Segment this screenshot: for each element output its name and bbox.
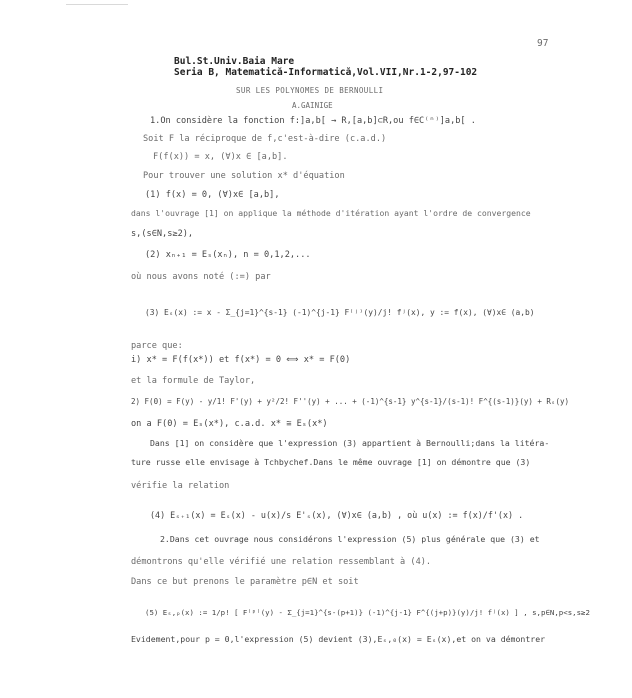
body-line-3: F(f(x)) = x, (∀)x ∈ [a,b]. [153, 152, 288, 162]
body-line-13: vérifie la relation [131, 481, 230, 491]
body-line-10: on a F(0) = Eₛ(x*), c.a.d. x* ≅ Eₛ(x*) [131, 419, 328, 429]
body-line-5: dans l'ouvrage [1] on applique la méthode d'itération ayant l'ordre de convergence [131, 208, 531, 218]
body-line-1: 1.On considère la fonction f:]a,b[ → R,[a,b]⊂R,ou f∈C⁽ⁿ⁾]a,b[ . [150, 116, 476, 126]
body-line-17: Evidement,pour p = 0,l'expression (5) devient (3),Eₛ,₀(x) = Eₛ(x),et on va démontrer [131, 634, 546, 644]
body-line-14: 2.Dans cet ouvrage nous considérons l'expression (5) plus générale que (3) et [160, 534, 540, 544]
body-line-12: ture russe elle envisage à Tchbychef.Dans le même ouvrage [1] on démontre que (3) [131, 457, 531, 467]
condition-1: i) x* = F(f(x*)) et f(x*) = 0 ⟺ x* = F(0) [131, 355, 351, 365]
equation-3: (3) Eₛ(x) := x - Σ_{j=1}^{s-1} (-1)^{j-1} F⁽ʲ⁾(y)/j! fʲ(x), y := f(x), (∀)x∈ (a,b) [145, 308, 535, 317]
body-line-8: parce que: [131, 341, 183, 351]
body-line-2: Soit F la réciproque de f,c'est-à-dire (c.a.d.) [143, 134, 387, 144]
equation-2: (2) xₙ₊₁ = Eₛ(xₙ), n = 0,1,2,... [145, 250, 311, 260]
body-line-6: s,(s∈N,s≥2), [131, 229, 194, 239]
scan-edge-mark [66, 4, 128, 5]
condition-2-taylor: 2) F(0) = F(y) - y/1! F'(y) + y²/2! F''(y) + ... + (-1)^{s-1} y^{s-1}/(s-1)! F^{(s-1)}(y) + Rₛ(y) [131, 397, 569, 406]
paper-author: A.GAINIGE [292, 101, 333, 110]
journal-header-line1: Bul.St.Univ.Baia Mare [174, 56, 295, 67]
body-line-15: démontrons qu'elle vérifié une relation ressemblant à (4). [131, 557, 432, 567]
paper-title: SUR LES POLYNOMES DE BERNOULLI [236, 86, 384, 95]
body-line-7: où nous avons noté (:=) par [131, 272, 271, 282]
equation-5: (5) Eₛ,ₚ(x) := 1/p! [ F⁽ᵖ⁾(y) - Σ_{j=1}^{s-(p+1)} (-1)^{j-1} F^{(j+p)}(y)/j! fʲ(x) ] , s,p∈N,p<s,s≥2 [145, 608, 590, 617]
equation-1: (1) f(x) = 0, (∀)x∈ [a,b], [145, 190, 280, 200]
journal-header-line2: Seria B, Matematică-Informatică,Vol.VII,Nr.1-2,97-102 [174, 67, 478, 78]
page-number: 97 [537, 38, 549, 49]
body-line-9: et la formule de Taylor, [131, 376, 256, 386]
body-line-4: Pour trouver une solution x* d'équation [143, 171, 345, 181]
body-line-16: Dans ce but prenons le paramètre p∈N et soit [131, 577, 359, 587]
equation-4: (4) Eₛ₊₁(x) = Eₛ(x) - u(x)/s E'ₛ(x), (∀)x∈ (a,b) , où u(x) := f(x)/f'(x) . [150, 510, 524, 520]
body-line-11: Dans [1] on considère que l'expression (3) appartient à Bernoulli;dans la litéra- [150, 438, 550, 448]
